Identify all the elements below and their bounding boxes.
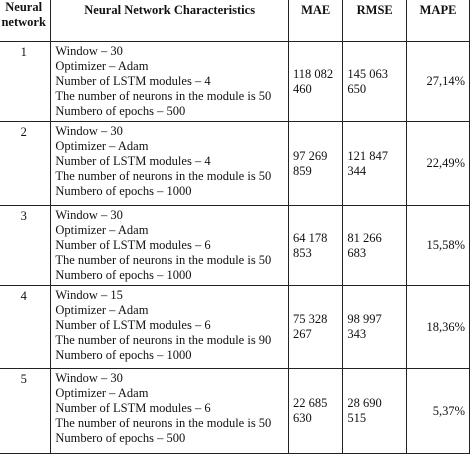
neurons-line: The number of neurons in the module is 50: [55, 89, 272, 103]
rmse-value: 81 266 683: [343, 206, 407, 286]
characteristics-cell: [51, 42, 289, 122]
header-mape: MAPE: [407, 0, 470, 42]
characteristics-cell: [51, 122, 289, 206]
header-mae: MAE: [289, 0, 343, 42]
table-row: [0, 122, 470, 206]
neurons-line: The number of neurons in the module is 90: [55, 333, 272, 347]
epochs-line: Numbero of epochs – 500: [55, 431, 186, 445]
lstm-modules-line: Number of LSTM modules – 4: [55, 154, 211, 168]
optimizer-line: Optimizer – Adam: [55, 59, 149, 73]
epochs-line: Numbero of epochs – 1000: [55, 348, 192, 362]
lstm-modules-line: Number of LSTM modules – 4: [55, 74, 211, 88]
rmse-value: 121 847 344: [343, 122, 407, 206]
window-line: Window – 30: [55, 44, 123, 58]
window-line: Window – 30: [55, 371, 123, 385]
table-row: [0, 369, 470, 454]
neurons-line: The number of neurons in the module is 50: [55, 169, 272, 183]
header-network: Neural network: [0, 0, 51, 42]
optimizer-line: Optimizer – Adam: [55, 223, 149, 237]
mae-value: 64 178 853: [289, 206, 343, 286]
mape-value: 22,49%: [407, 122, 470, 206]
characteristics-cell: [51, 286, 289, 369]
neurons-line: The number of neurons in the module is 50: [55, 253, 272, 267]
mape-value: 27,14%: [407, 42, 470, 122]
optimizer-line: Optimizer – Adam: [55, 303, 149, 317]
mae-value: 97 269 859: [289, 122, 343, 206]
characteristics-cell: [51, 369, 289, 454]
lstm-modules-line: Number of LSTM modules – 6: [55, 238, 211, 252]
window-line: Window – 15: [55, 288, 123, 302]
epochs-line: Numbero of epochs – 1000: [55, 268, 192, 282]
window-line: Window – 30: [55, 124, 123, 138]
table-row: [0, 42, 470, 122]
rmse-value: 145 063 650: [343, 42, 407, 122]
rmse-value: 28 690 515: [343, 369, 407, 454]
window-line: Window – 30: [55, 208, 123, 222]
network-number: 4: [0, 286, 51, 369]
mape-value: 5,37%: [407, 369, 470, 454]
epochs-line: Numbero of epochs – 500: [55, 104, 186, 118]
mae-value: 118 082 460: [289, 42, 343, 122]
mape-value: 15,58%: [407, 206, 470, 286]
lstm-modules-line: Number of LSTM modules – 6: [55, 401, 211, 415]
mae-value: 75 328 267: [289, 286, 343, 369]
mape-value: 18,36%: [407, 286, 470, 369]
network-number: 5: [0, 369, 51, 454]
table-row: [0, 206, 470, 286]
epochs-line: Numbero of epochs – 1000: [55, 184, 192, 198]
header-characteristics: Neural Network Characteristics: [51, 0, 289, 42]
rmse-value: 98 997 343: [343, 286, 407, 369]
optimizer-line: Optimizer – Adam: [55, 139, 149, 153]
lstm-modules-line: Number of LSTM modules – 6: [55, 318, 211, 332]
characteristics-cell: [51, 206, 289, 286]
table-row: [0, 286, 470, 369]
header-row: [0, 0, 470, 42]
network-number: 2: [0, 122, 51, 206]
optimizer-line: Optimizer – Adam: [55, 386, 149, 400]
network-number: 1: [0, 42, 51, 122]
neurons-line: The number of neurons in the module is 50: [55, 416, 272, 430]
network-number: 3: [0, 206, 51, 286]
header-rmse: RMSE: [343, 0, 407, 42]
mae-value: 22 685 630: [289, 369, 343, 454]
